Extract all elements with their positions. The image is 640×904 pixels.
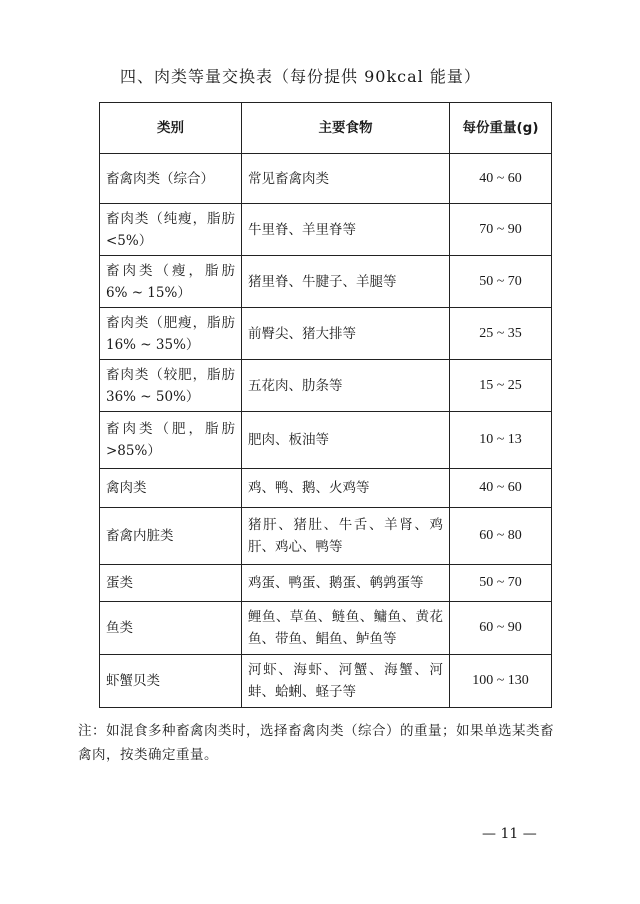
- weight-cell: 100 ~ 130: [450, 655, 552, 708]
- table-note: 注：如混食多种畜禽肉类时，选择畜禽肉类（综合）的重量；如果单选某类畜禽肉，按类确定重量。: [78, 723, 554, 763]
- table-row: [100, 469, 552, 508]
- weight-cell: 50 ~ 70: [450, 565, 552, 602]
- foods-cell: 河虾、海虾、河蟹、海蟹、河蚌、蛤蜊、蛏子等: [242, 655, 450, 708]
- foods-cell: 鸡、鸭、鹅、火鸡等: [242, 469, 450, 508]
- table-row: [100, 655, 552, 708]
- category-cell: 鱼类: [100, 602, 242, 655]
- header-foods: 主要食物: [242, 103, 450, 154]
- table-row: [100, 204, 552, 256]
- foods-cell: 常见畜禽肉类: [242, 154, 450, 204]
- category-cell: 畜禽内脏类: [100, 508, 242, 565]
- header-category: 类别: [100, 103, 242, 154]
- foods-cell: 猪肝、猪肚、牛舌、羊肾、鸡肝、鸡心、鸭等: [242, 508, 450, 565]
- foods-cell: 前臀尖、猪大排等: [242, 308, 450, 360]
- table-row: [100, 256, 552, 308]
- category-cell: 虾蟹贝类: [100, 655, 242, 708]
- category-cell: 蛋类: [100, 565, 242, 602]
- category-cell: 禽肉类: [100, 469, 242, 508]
- weight-cell: 70 ~ 90: [450, 204, 552, 256]
- category-cell: 畜肉类（肥，脂肪>85%）: [100, 412, 242, 469]
- table-header-row: [100, 103, 552, 154]
- foods-cell: 鸡蛋、鸭蛋、鹅蛋、鹌鹑蛋等: [242, 565, 450, 602]
- table-row: [100, 508, 552, 565]
- weight-cell: 25 ~ 35: [450, 308, 552, 360]
- foods-cell: 五花肉、肋条等: [242, 360, 450, 412]
- foods-cell: 猪里脊、牛腱子、羊腿等: [242, 256, 450, 308]
- table-row: [100, 565, 552, 602]
- table-row: [100, 308, 552, 360]
- section-heading: 四、肉类等量交换表（每份提供 90kcal 能量）: [120, 67, 481, 86]
- table-row: [100, 412, 552, 469]
- meat-exchange-table: [99, 102, 552, 708]
- page-number: — 11 —: [482, 826, 537, 842]
- category-cell: 畜肉类（肥瘦，脂肪16% ~ 35%）: [100, 308, 242, 360]
- table-row: [100, 154, 552, 204]
- weight-cell: 15 ~ 25: [450, 360, 552, 412]
- weight-cell: 40 ~ 60: [450, 154, 552, 204]
- table-row: [100, 360, 552, 412]
- weight-cell: 50 ~ 70: [450, 256, 552, 308]
- weight-cell: 60 ~ 90: [450, 602, 552, 655]
- category-cell: 畜肉类（较肥，脂肪36% ~ 50%）: [100, 360, 242, 412]
- foods-cell: 牛里脊、羊里脊等: [242, 204, 450, 256]
- foods-cell: 肥肉、板油等: [242, 412, 450, 469]
- category-cell: 畜肉类（纯瘦，脂肪<5%）: [100, 204, 242, 256]
- table-row: [100, 602, 552, 655]
- weight-cell: 10 ~ 13: [450, 412, 552, 469]
- category-cell: 畜禽肉类（综合）: [100, 154, 242, 204]
- foods-cell: 鲤鱼、草鱼、鲢鱼、鳙鱼、黄花鱼、带鱼、鲳鱼、鲈鱼等: [242, 602, 450, 655]
- weight-cell: 40 ~ 60: [450, 469, 552, 508]
- header-weight: 每份重量(g): [450, 103, 552, 154]
- category-cell: 畜肉类（瘦，脂肪6% ~ 15%）: [100, 256, 242, 308]
- weight-cell: 60 ~ 80: [450, 508, 552, 565]
